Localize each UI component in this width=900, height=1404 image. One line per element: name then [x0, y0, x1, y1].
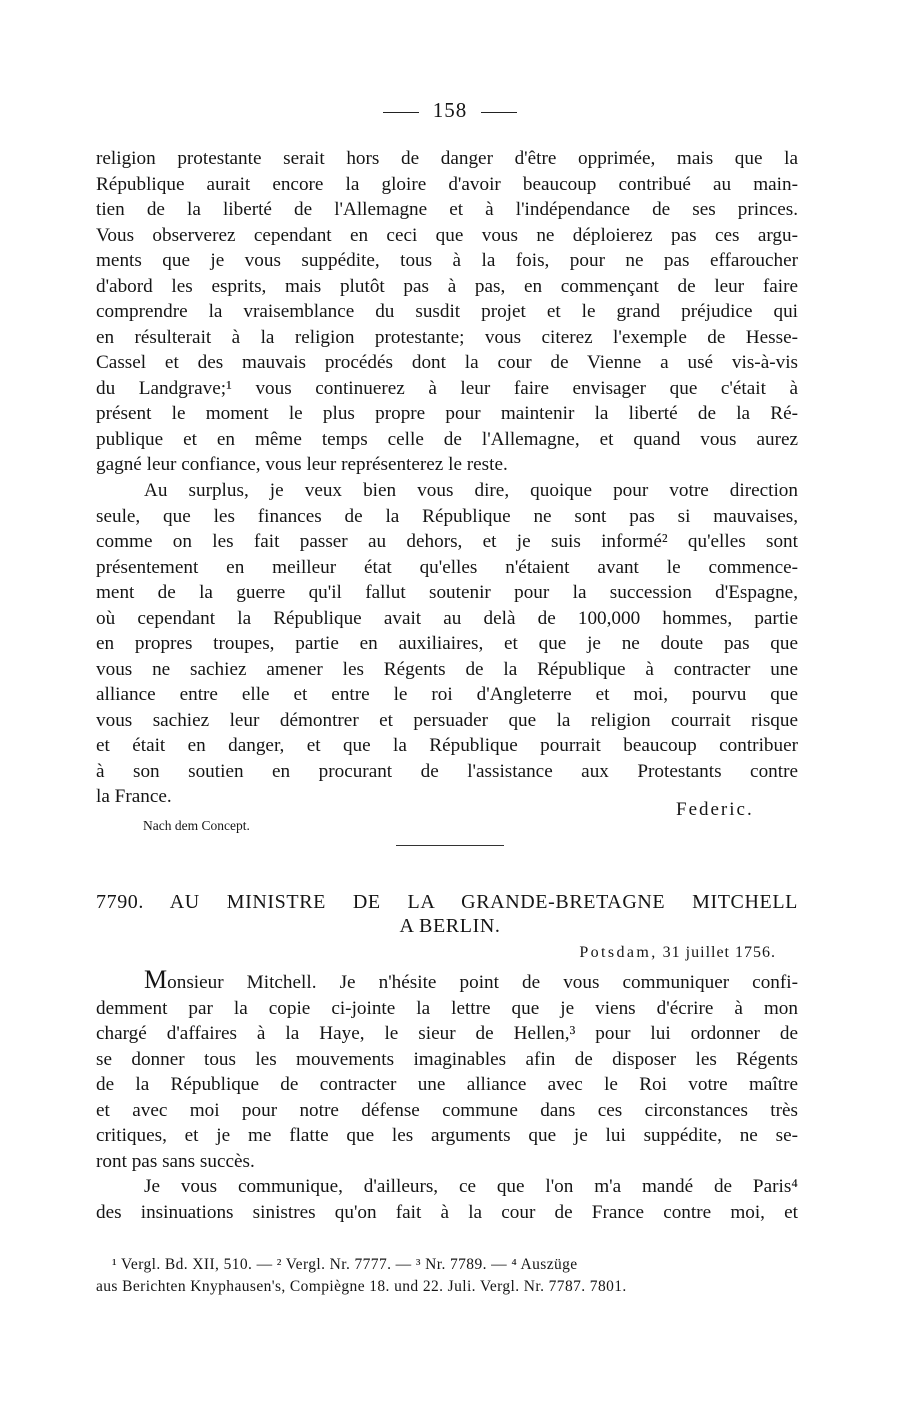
text-line: alliance entre elle et entre le roi d'Angleterre et moi, pourvu que: [96, 684, 798, 705]
text-line: République aurait encore la gloire d'avoir beaucoup contribué au main-: [96, 173, 798, 195]
text-line: chargé d'affaires à la Haye, le sieur de Hellen,³ pour lui ordonner de: [96, 1023, 798, 1044]
text-line: Vous observerez cependant en ceci que vous ne déploierez pas ces argu-: [96, 224, 798, 246]
footnote-line: ¹ Vergl. Bd. XII, 510. — ² Vergl. Nr. 7777. — ³ Nr. 7789. — ⁴ Auszüge: [112, 1256, 578, 1273]
page-number-left-dash: [383, 112, 419, 113]
text-line-rest: onsieur Mitchell. Je n'hésite point de vous communiquer confi-: [167, 972, 798, 993]
text-line: ment de la guerre qu'il fallut soutenir pour la succession d'Espagne,: [96, 582, 798, 603]
text-line: vous sachiez leur démontrer et persuader que la religion courrait risque: [96, 709, 798, 731]
text-line: seule, que les finances de la République ne sont pas si mauvaises,: [96, 505, 798, 527]
text-line: ments que je vous suppédite, tous à la fois, pour ne pas effaroucher: [96, 250, 798, 271]
text-line: du Landgrave;¹ vous continuerez à leur faire envisager que c'était à: [96, 377, 798, 399]
letter-2-paragraph-2: [96, 1174, 798, 1225]
text-line: en résulterait à la religion protestante; vous citerez l'exemple de Hesse-: [96, 326, 798, 348]
text-line: des insinuations sinistres qu'on fait à la cour de France contre moi, et: [96, 1201, 798, 1223]
source-note: Nach dem Concept.: [143, 818, 250, 833]
text-line: demment par la copie ci-jointe la lettre que je viens d'écrire à mon: [96, 997, 798, 1019]
page-number-right-dash: [481, 112, 517, 113]
text-line: tien de la liberté de l'Allemagne et à l'indépendance de ses princes.: [96, 199, 798, 220]
letter-2-paragraph-1: [96, 965, 798, 1174]
text-line: de la République de contracter une alliance avec le Roi votre maître: [96, 1074, 798, 1095]
text-line: critiques, et je me flatte que les arguments que je lui suppédite, ne se-: [96, 1125, 798, 1146]
text-line: présent le moment le plus propre pour maintenir la liberté de la Ré-: [96, 403, 798, 424]
section-divider: [396, 845, 504, 846]
text-line: Je vous communique, d'ailleurs, ce que l'on m'a mandé de Paris⁴: [144, 1176, 798, 1197]
text-line: publique et en même temps celle de l'Allemagne, et quand vous aurez: [96, 428, 798, 450]
text-line: et était en danger, et que la République pourrait beaucoup contribuer: [96, 735, 798, 756]
letter-1-paragraph-2: [96, 478, 798, 810]
text-line: gagné leur confiance, vous leur représenterez le reste.: [96, 454, 508, 475]
dateline: [579, 944, 776, 962]
text-line: et avec moi pour notre défense commune dans ces circonstances très: [96, 1099, 798, 1121]
text-line: se donner tous les mouvements imaginables afin de disposer les Régents: [96, 1048, 798, 1070]
text-line: [96, 965, 798, 996]
text-line: où cependant la République avait au delà de 100,000 hommes, partie: [96, 607, 798, 629]
footnote-line: aus Berichten Knyphausen's, Compiègne 18. und 22. Juli. Vergl. Nr. 7787. 7801.: [96, 1278, 627, 1295]
salutation-initial: M: [144, 965, 168, 994]
letter-heading-continued: A BERLIN.: [399, 915, 501, 937]
text-line: Cassel et des mauvais procédés dont la cour de Vienne a usé vis-à-vis: [96, 352, 798, 373]
letter-1-paragraph-1: [96, 146, 798, 478]
text-line: en propres troupes, partie en auxiliaires, et que je ne doute pas que: [96, 633, 798, 654]
text-line: présentement en meilleur état qu'elles n'étaient avant le commence-: [96, 556, 798, 578]
letter-heading: 7790. AU MINISTRE DE LA GRANDE-BRETAGNE MITCHELL: [96, 891, 798, 913]
text-line: d'abord les esprits, mais plutôt pas à pas, en commençant de leur faire: [96, 275, 798, 297]
page-number-text: 158: [432, 98, 468, 122]
signature: Federic.: [676, 799, 754, 820]
dateline-place: Potsdam,: [579, 944, 658, 961]
text-line: religion protestante serait hors de danger d'être opprimée, mais que la: [96, 148, 798, 169]
text-line: vous ne sachiez amener les Régents de la République à contracter une: [96, 658, 798, 680]
dateline-date: 31 juillet 1756.: [662, 944, 776, 961]
text-line: comprendre la vraisemblance du susdit projet et le grand préjudice qui: [96, 301, 798, 322]
text-line: à son soutien en procurant de l'assistance aux Protestants contre: [96, 760, 798, 782]
text-line: la France.: [96, 786, 172, 807]
text-line: ront pas sans succès.: [96, 1150, 255, 1172]
text-line: Au surplus, je veux bien vous dire, quoique pour votre direction: [144, 480, 798, 501]
text-line: comme on les fait passer au dehors, et je suis informé² qu'elles sont: [96, 531, 798, 552]
page-number: [0, 98, 900, 123]
footnotes: [96, 1254, 798, 1298]
